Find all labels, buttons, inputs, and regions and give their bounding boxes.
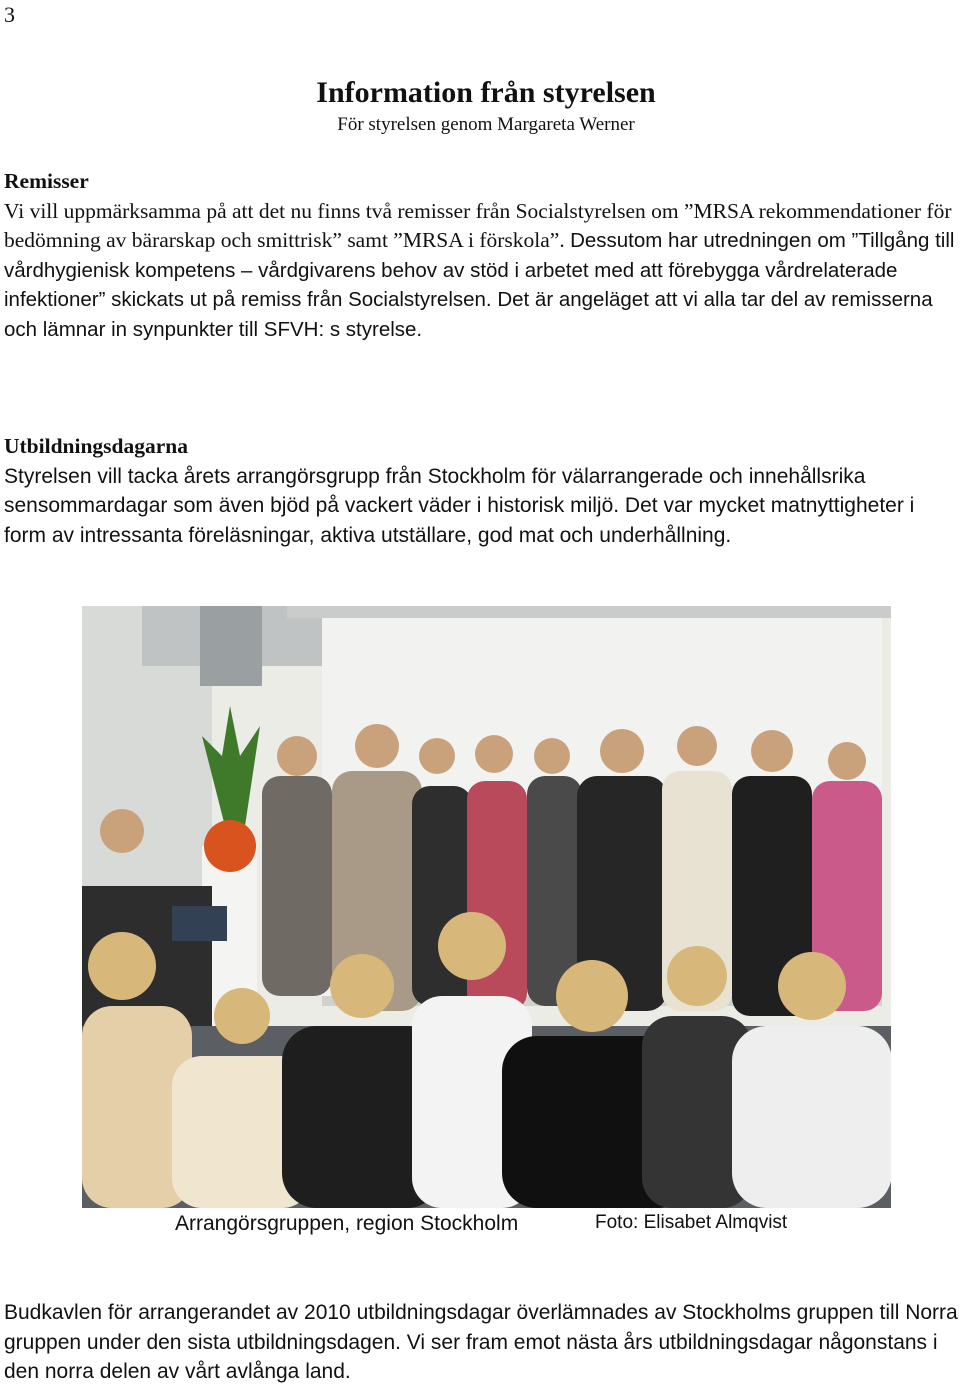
page-number: 3 [4,2,15,27]
group-photo [82,606,891,1208]
paragraph-utbildningsdagarna: Styrelsen vill tacka årets arrangörsgrupp från Stockholm för välarrangerade och innehållsrika sensommardagar som även bjöd på vackert väder i historisk miljö. Det var mycket matnyttigheter i form av intressanta föreläsningar, aktiva utställare, god mat och underhållning. [4,464,915,547]
byline: För styrelsen genom Margareta Werner [337,114,635,135]
photo-caption: Arrangörsgruppen, region Stockholm [175,1212,519,1235]
group-photo-illustration [82,606,891,1208]
section-heading-remisser: Remisser [4,169,89,193]
paragraph-remisser [4,197,960,345]
photo-credit: Foto: Elisabet Almqvist [595,1212,788,1233]
section-remisser [4,167,960,345]
section-budkavlen [4,1298,960,1387]
page-title: Information från styrelsen [316,76,656,109]
paragraph-budkavlen: Budkavlen för arrangerandet av 2010 utbildningsdagar överlämnades av Stockholms gruppen till Norra gruppen under den sista utbildningsdagen. Vi ser fram emot nästa års utbildningsdagar någonstans i den norra delen av vårt avlånga land. [4,1301,958,1384]
section-heading-utbildningsdagarna: Utbildningsdagarna [4,434,189,458]
section-utbildningsdagarna [4,432,960,550]
paragraph-remisser-sans: Dessutom har utredningen om ”Tillgång till vårdhygienisk kompetens – vårdgivarens behov av stöd i arbetet med att förebygga vårdrelaterade infektioner” skickats ut på remiss från Socialstyrelsen. Det är angeläget att vi alla tar del av remisserna och lämnar in synpunkter till SFVH: s styrelse. [4,229,955,341]
paragraph-remisser-serif: Vi vill uppmärksamma på att det nu finns två remisser från Socialstyrelsen om ”MRSA rekommendationer för bedömning av bärarskap och smittrisk” samt ”MRSA i förskola”. [4,198,952,253]
